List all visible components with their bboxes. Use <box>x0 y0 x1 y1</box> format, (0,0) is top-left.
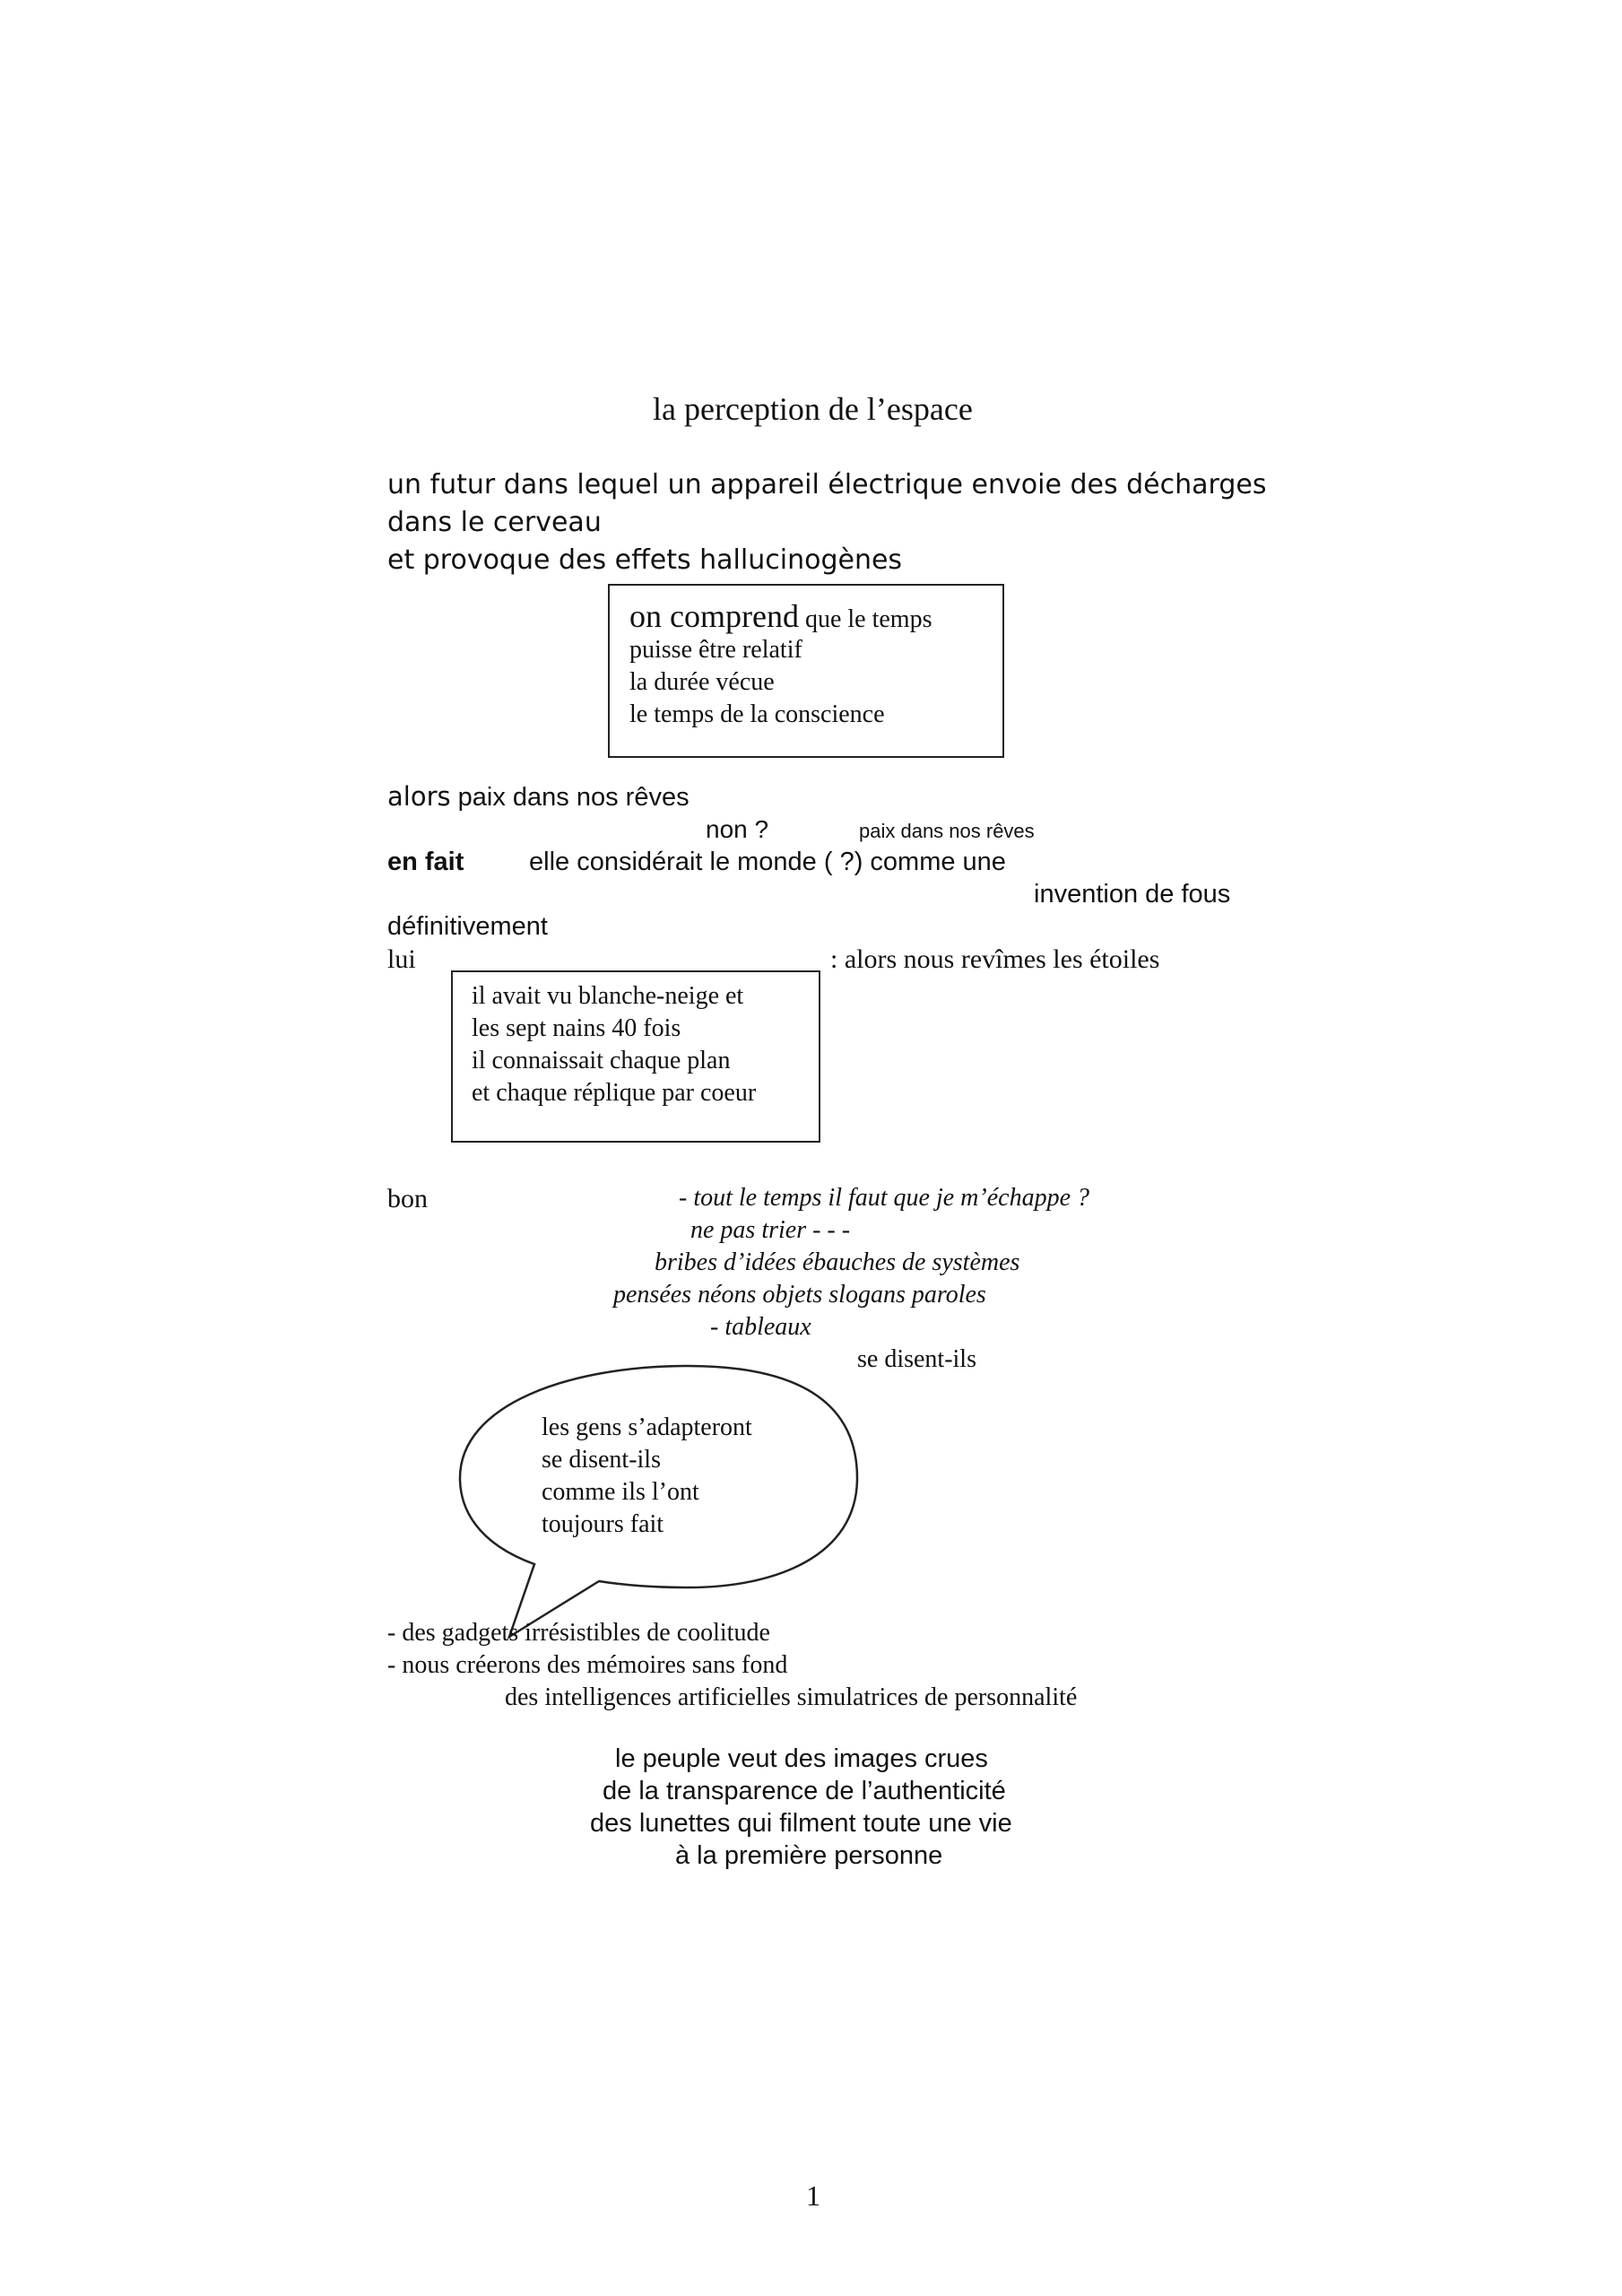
lui: lui <box>387 944 416 974</box>
invention-de-fous: invention de fous <box>1034 880 1231 909</box>
intro-line-1: un futur dans lequel un appareil électrique envoie des décharges <box>387 469 1267 500</box>
definitivement: définitivement <box>387 912 548 941</box>
fragment-line-5: - tableaux <box>710 1313 811 1341</box>
on-comprend-text: on comprend <box>629 598 799 634</box>
que-le-temps-text: que le temps <box>798 605 932 633</box>
time-note-line-2: puisse être relatif <box>629 636 802 664</box>
paix-small: paix dans nos rêves <box>859 820 1035 842</box>
gadgets-line: - des gadgets irrésistibles de coolitude <box>387 1619 770 1647</box>
bubble-line-1: les gens s’adapteront <box>542 1413 752 1441</box>
elle-considerait: elle considérait le monde ( ?) comme une <box>529 848 1006 876</box>
memoires-line: - nous créerons des mémoires sans fond <box>387 1651 788 1679</box>
time-note-line-4: le temps de la conscience <box>629 700 885 728</box>
fragment-line-2: ne pas trier - - - <box>690 1216 851 1244</box>
fragment-line-3: bribes d’idées ébauches de systèmes <box>655 1248 1020 1276</box>
alors-rest: paix dans nos rêves <box>450 783 690 812</box>
bubble-line-4: toujours fait <box>542 1510 664 1538</box>
snow-white-line-2: les sept nains 40 fois <box>472 1014 681 1042</box>
time-note-line-3: la durée vécue <box>629 668 775 696</box>
snow-white-line-4: et chaque réplique par coeur <box>472 1079 757 1107</box>
page-number: 1 <box>806 2179 820 2212</box>
fragment-line-1: - tout le temps il faut que je m’échappe ? <box>679 1184 1089 1212</box>
fragment-line-4: pensées néons objets slogans paroles <box>613 1281 986 1309</box>
closing-line-4: à la première personne <box>675 1841 943 1870</box>
intelligences-line: des intelligences artificielles simulatrices de personnalité <box>505 1683 1078 1711</box>
bon: bon <box>387 1184 428 1213</box>
intro-line-2: dans le cerveau <box>387 507 602 538</box>
en-fait: en fait <box>387 848 464 876</box>
page-title: la perception de l’espace <box>653 391 973 427</box>
se-disent-ils: se disent-ils <box>857 1345 976 1373</box>
snow-white-line-1: il avait vu blanche-neige et <box>472 982 744 1010</box>
alors-word: alors <box>387 781 451 812</box>
closing-line-1: le peuple veut des images crues <box>615 1744 988 1773</box>
bubble-line-3: comme ils l’ont <box>542 1478 699 1506</box>
closing-line-2: de la transparence de l’authenticité <box>603 1777 1006 1805</box>
snow-white-line-3: il connaissait chaque plan <box>472 1047 731 1074</box>
closing-line-3: des lunettes qui filment toute une vie <box>590 1809 1012 1838</box>
bubble-line-2: se disent-ils <box>542 1446 661 1474</box>
revimes-les-etoiles: : alors nous revîmes les étoiles <box>830 944 1160 974</box>
non-question: non ? <box>706 815 769 843</box>
intro-line-3: et provoque des effets hallucinogènes <box>387 544 903 576</box>
